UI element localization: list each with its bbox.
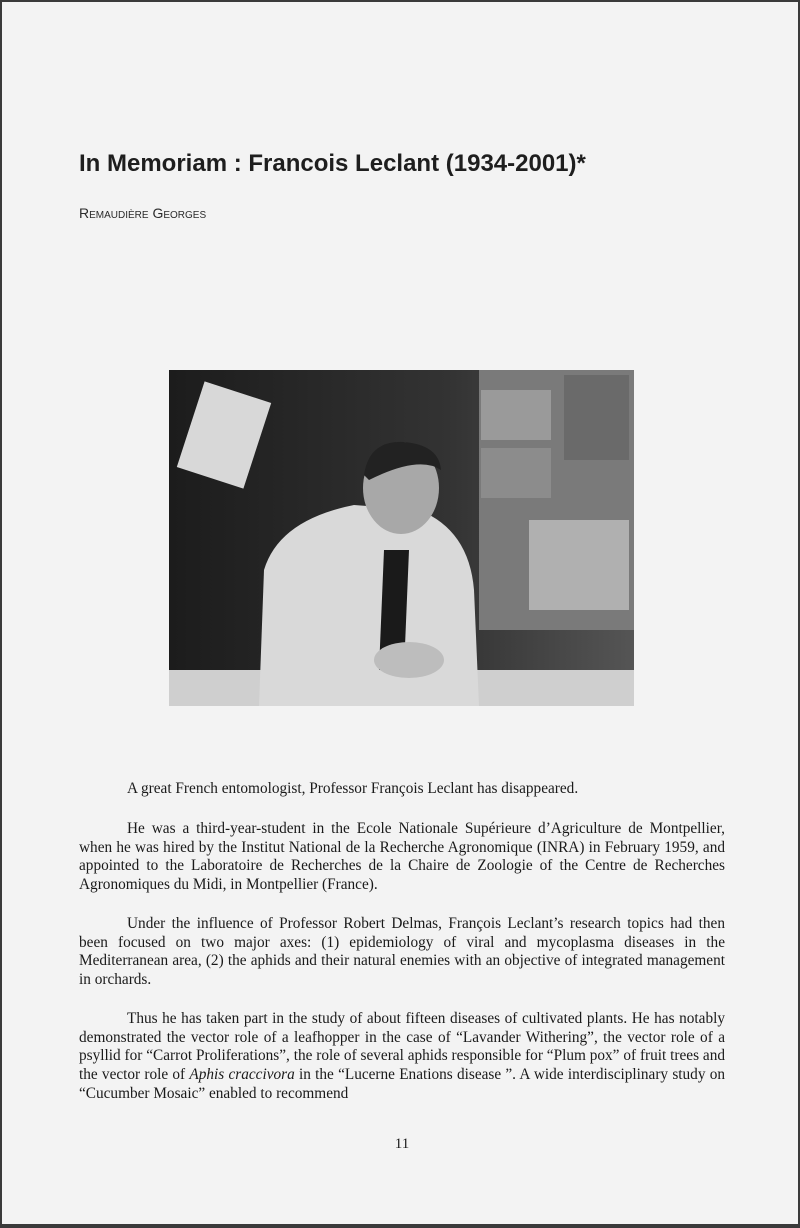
author-name: Remaudière Georges (79, 205, 207, 221)
paragraph-text: Under the influence of Professor Robert Delmas, François Leclant’s research topics had then been focused on two major axes: (1) epidemiology of viral and mycoplasma diseases in the Mediterranean area, (2) the aphids and their natural enemies with an objective of integrated management in orchards. (79, 915, 725, 989)
paragraph-text (79, 1010, 725, 1104)
paragraph-4 (79, 1010, 725, 1104)
species-name: Aphis craccivora (189, 1066, 295, 1084)
article-title: In Memoriam : Francois Leclant (1934-2001)* (79, 150, 586, 177)
paragraph-2 (79, 820, 725, 895)
paragraph-text-part: Thus he has taken part in the study of about fifteen diseases of cultivated plants. He has notably demonstrated the vector role of a leafhopper in the case of “Lavander Withering”, the vector role of a psyllid for “Carrot Proliferations”, the role of several aphids responsible for “Plum pox” of fruit trees and the vector role of (79, 1010, 725, 1084)
portrait-photo-image (169, 370, 634, 706)
page-number: 11 (394, 1136, 410, 1152)
paragraph-text: A great French entomologist, Professor François Leclant has disappeared. (127, 780, 579, 797)
portrait-photo (169, 370, 634, 706)
paragraph-text-part: in the “Lucerne Enations disease ”. A wide interdisciplinary study on “Cucumber Mosaic” enabled to recommend (79, 1066, 726, 1102)
paragraph-3 (79, 915, 725, 990)
paragraph-text: He was a third-year-student in the Ecole Nationale Supérieure d’Agriculture de Montpellier, when he was hired by the Institut National de la Recherche Agronomique (INRA) in February 1959, and appointed to the Laboratoire de Recherches de la Chaire de Zoologie of the Centre de Recherches Agronomiques du Midi, in Montpellier (France). (79, 820, 725, 894)
paragraph-1 (79, 780, 725, 799)
document-page (2, 2, 798, 1224)
